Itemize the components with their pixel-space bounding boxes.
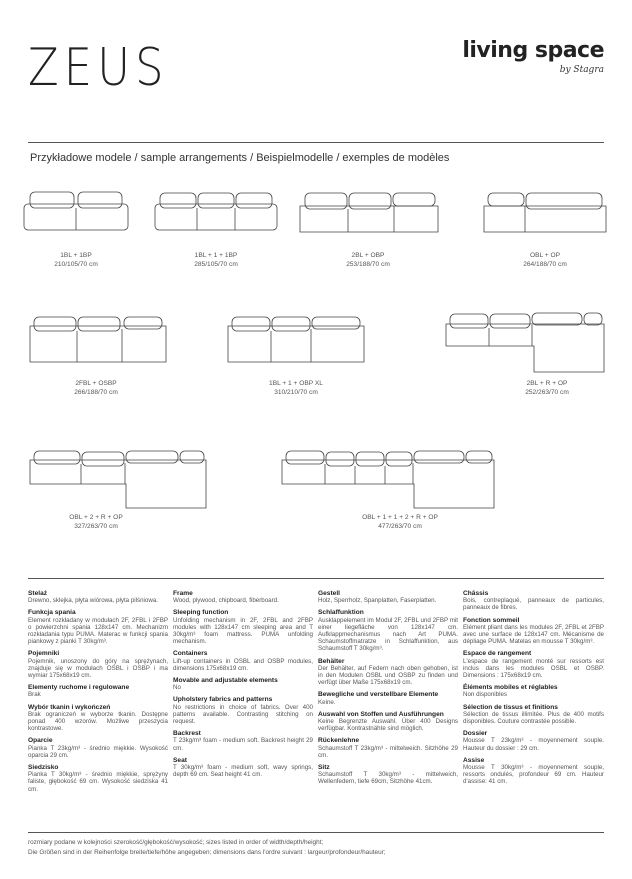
spec-block (28, 704, 168, 733)
spec-block (318, 590, 458, 604)
spec-block (463, 730, 604, 752)
spec-heading: Elementy ruchome i regulowane (28, 684, 130, 692)
spec-block (28, 737, 168, 759)
sofa-drawing (22, 188, 130, 236)
spec-text: Schaumstoff T 30kg/m³ - mittelweich, Wellenfedern, tiefe 69cm, Sitzhöhe 41cm. (318, 771, 458, 786)
spec-block (463, 617, 604, 646)
spec-block (463, 684, 604, 698)
spec-block (173, 609, 313, 645)
arrangement-code: OBL + 2 + R + OP (69, 514, 123, 521)
spec-heading: Containers (173, 650, 208, 658)
product-title: ZEUS (28, 38, 169, 98)
arrangement-dims: 264/188/70 cm (523, 260, 567, 268)
spec-text: No (173, 684, 181, 692)
arrangement-code: 2BL + R + OP (526, 380, 568, 387)
top-divider (28, 142, 604, 143)
spec-block (463, 704, 604, 726)
spec-heading: Rückenlehne (318, 737, 360, 745)
spec-heading: Sleeping function (173, 609, 229, 617)
arrangement-dims: 310/210/70 cm (274, 388, 318, 396)
footnote-line: Die Größen sind in der Reihenfolge breite/tiefe/höhe angegeben; dimensions dans l'ordre suivant : largeur/profondeur/hauteur; (28, 849, 386, 856)
spec-heading: Sélection de tissus et finitions (463, 703, 558, 711)
spec-heading: Siedzisko (28, 764, 59, 772)
spec-heading: Behälter (318, 657, 345, 665)
specs-divider (28, 578, 604, 579)
spec-text: Pojemnik, unoszony do góry na sprężynach, znajduje się w modułach OSBL i OSBP i ma wymiar 175x68x19 cm. (28, 657, 168, 680)
spec-text: Brak ograniczeń w wyborze tkanin. Dostępne ponad 400 wzorów. Możliwe przeszycia kontrastowe. (28, 710, 168, 733)
spec-heading: Seat (173, 756, 187, 764)
brand-logo (462, 38, 604, 75)
arrangement-caption (46, 514, 146, 531)
sofa-drawing (482, 190, 608, 236)
spec-text: Keine Begrenzte Auswahl. Über 400 Designs verfügbar. Kontrastnähte sind möglich. (318, 718, 458, 733)
spec-text: Wood, plywood, chipboard, fiberboard. (173, 597, 279, 605)
spec-text: Brak (28, 691, 41, 699)
specs-column-en (173, 590, 313, 783)
spec-block (28, 590, 168, 604)
arrangement-caption (497, 380, 597, 397)
spec-block (173, 757, 313, 779)
spec-text: Holz, Sperrholz, Spanplatten, Faserplatten. (318, 597, 437, 605)
spec-text: Pianka T 30kg/m³ - średnio miękkie, sprężyny faliste, głębokość 69 cm. Wysokość siedziska 41 cm. (28, 771, 168, 793)
spec-heading: Fonction sommeil (463, 616, 520, 624)
spec-text: Ausklappelement im Modul 2F, 2FBL und 2FBP mit einer liegefläche von 128x147 cm. Aufklappmechanismus nach Art PUMA. Schaumstoffmatratze in Schlaffunktion, aus Schaumstoff T 30kg/m³. (318, 616, 458, 653)
spec-heading: Assise (463, 756, 485, 764)
spec-block (463, 650, 604, 679)
arrangement-code: 1BL + 1 + OBP XL (269, 380, 323, 387)
arrangement-dims: 266/188/70 cm (74, 388, 118, 396)
spec-heading: Upholstery fabrics and patterns (173, 696, 273, 704)
footnote (28, 838, 386, 858)
arrangement-dims: 285/105/70 cm (194, 260, 238, 268)
spec-text: Pianka T 23kg/m³ - średnio miękkie. Wysokość oparcia 29 cm. (28, 744, 168, 759)
spec-heading: Funkcja spania (28, 609, 76, 617)
arrangement-code: 2FBL + OSBP (75, 380, 117, 387)
spec-block (173, 677, 313, 691)
spec-block (318, 691, 458, 705)
spec-block (318, 609, 458, 652)
spec-heading: Backrest (173, 730, 201, 738)
arrangement-caption (340, 514, 460, 531)
arrangement-caption (46, 380, 146, 397)
spec-heading: Auswahl von Stoffen und Ausführungen (318, 710, 444, 718)
arrangement-dims: 252/263/70 cm (525, 388, 569, 396)
arrangement-dims: 327/263/70 cm (74, 522, 118, 530)
spec-text: Non disponibles (463, 691, 508, 699)
arrangement-dims: 253/188/70 cm (346, 260, 390, 268)
spec-heading: Éléments mobiles et réglables (463, 684, 558, 692)
spec-heading: Gestell (318, 590, 340, 597)
arrangement-code: OBL + 1 + 1 + 2 + R + OP (362, 514, 438, 521)
spec-heading: Bewegliche und verstellbare Elemente (318, 691, 439, 699)
spec-text: Schaumstoff T 23kg/m³ - mittelweich. Sitzhöhe 29 cm. (318, 744, 458, 759)
brand-name: living space (462, 38, 604, 63)
arrangement-caption (246, 380, 346, 397)
spec-block (28, 609, 168, 645)
arrangement-code: 1BL + 1BP (60, 252, 92, 259)
spec-text: Element rozkładany w modułach 2F, 2FBL i 2FBP o powierzchni spania 128x147 cm. Mechanizm rozkładania typu PUMA. Materac w funkcji spania piankowy z pianki T 30kg/m³. (28, 616, 168, 646)
footnote-line: rozmiary podane w kolejności szerokość/głębokość/wysokość; sizes listed in order of width/depth/height; (28, 839, 324, 846)
spec-block (173, 696, 313, 725)
spec-block (173, 730, 313, 752)
specs-column-fr (463, 590, 604, 791)
spec-heading: Stelaż (28, 590, 48, 597)
spec-heading: Pojemniki (28, 650, 60, 658)
spec-block (463, 757, 604, 786)
footer-divider (28, 832, 604, 833)
spec-heading: Wybór tkanin i wykończeń (28, 703, 111, 711)
arrangement-dims: 477/263/70 cm (378, 522, 422, 530)
spec-block (318, 711, 458, 733)
spec-heading: Schlaffunktion (318, 609, 364, 617)
sofa-drawing (280, 448, 496, 510)
spec-text: Mousse T 23kg/m³ - moyennement souple. Hauteur du dossier : 29 cm. (463, 737, 604, 752)
spec-text: Keine. (318, 698, 336, 706)
spec-heading: Oparcie (28, 737, 53, 745)
spec-block (28, 684, 168, 698)
arrangement-caption (318, 252, 418, 269)
sofa-drawing (298, 188, 440, 236)
spec-text: Sélection de tissus illimitée. Plus de 400 motifs disponibles. Couture contrastée possible. (463, 710, 604, 726)
spec-text: Bois, contreplaqué, panneaux de particules, panneaux de fibres. (463, 597, 604, 612)
arrangement-caption (26, 252, 126, 269)
arrangement-caption (166, 252, 266, 269)
arrangement-code: OBL + OP (530, 252, 560, 259)
spec-heading: Frame (173, 590, 193, 597)
arrangement-caption (495, 252, 595, 269)
specs-column-de (318, 590, 458, 791)
spec-text: Der Behälter, auf Federn nach oben gehoben, ist in den Modulen OSBL und OSBP zu finden und verfügt über Maße 175x68x19 cm. (318, 664, 458, 687)
spec-heading: Dossier (463, 730, 488, 738)
spec-text: Unfolding mechanism in 2F, 2FBL and 2FBP modules with 128x147 cm sleeping area and T 30kg/m³ foam mattress. PUMA unfolding mechanism. (173, 616, 313, 646)
spec-heading: Sitz (318, 764, 330, 772)
section-subtitle: Przykładowe modele / sample arrangements / Beispielmodelle / exemples de modèles (30, 152, 450, 164)
arrangement-dims: 210/105/70 cm (54, 260, 98, 268)
sofa-drawing (444, 310, 606, 374)
spec-text: Lift-up containers in OSBL and OSBP modules, dimensions 175x68x19 cm. (173, 657, 313, 672)
specs-column-pl (28, 590, 168, 798)
spec-heading: Movable and adjustable elements (173, 677, 278, 685)
spec-text: L'espace de rangement monté sur ressorts est inclus dans les modules OSBL et OSBP. Dimensions : 175x68x19 cm. (463, 657, 604, 680)
spec-text: Mousse T 30kg/m³ - moyennement souple, ressorts ondulés, profondeur 69 cm. Hauteur d'assise: 41 cm. (463, 764, 604, 786)
sofa-drawing (153, 190, 279, 236)
arrangement-code: 2BL + OBP (351, 252, 385, 259)
spec-text: T 23kg/m³ foam - medium soft. Backrest height 29 cm. (173, 737, 313, 752)
spec-block (318, 737, 458, 759)
spec-text: Drewno, sklejka, płyta wiórowa, płyta pilśniowa. (28, 597, 158, 605)
spec-block (28, 764, 168, 793)
arrangement-code: 1BL + 1 + 1BP (194, 252, 238, 259)
sofa-drawing (28, 314, 168, 364)
spec-block (173, 590, 313, 604)
brand-by: by Stagra (559, 65, 604, 75)
sofa-drawing (226, 314, 366, 364)
sofa-drawing (28, 448, 208, 510)
spec-heading: Châssis (463, 590, 489, 597)
spec-block (463, 590, 604, 612)
spec-block (28, 650, 168, 679)
spec-text: No restrictions in choice of fabrics. Over 400 patterns available. Contrasting stitching on request. (173, 703, 313, 726)
spec-block (318, 658, 458, 687)
spec-text: Elément pliant dans les modules 2F, 2FBL et 2FBP avec une surface de 128x147 cm. Mécanisme de dépliage PUMA. Matelas en mousse T 30kg/m³. (463, 623, 604, 646)
spec-text: T 30kg/m³ foam - medium soft, wavy springs, depth 69 cm. Seat height 41 cm. (173, 764, 313, 779)
spec-heading: Espace de rangement (463, 650, 532, 658)
spec-block (173, 650, 313, 672)
spec-block (318, 764, 458, 786)
